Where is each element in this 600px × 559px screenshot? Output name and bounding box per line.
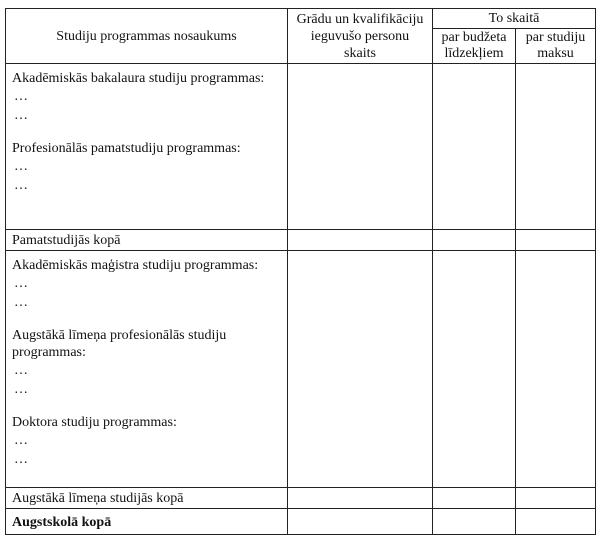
group-title-academic-master: Akadēmiskās maģistra studiju programmas: [12, 258, 259, 273]
program-placeholder: … [14, 433, 28, 448]
budget-cell [433, 488, 516, 509]
program-placeholder: … [14, 382, 28, 397]
program-placeholder: … [14, 89, 28, 104]
fee-cell [516, 230, 596, 251]
header-program-name: Studiju programmas nosaukums [6, 9, 288, 64]
graduates-cell [288, 64, 433, 230]
fee-cell [516, 509, 596, 535]
header-graduates-count: Grādu un kvalifikāciju ieguvušo personu skaits [288, 9, 433, 64]
budget-cell [433, 251, 516, 488]
program-placeholder: … [14, 452, 28, 467]
budget-cell [433, 230, 516, 251]
fee-cell [516, 251, 596, 488]
group-title-doctoral: Doktora studiju programmas: [12, 415, 177, 430]
program-placeholder: … [14, 178, 28, 193]
budget-cell [433, 509, 516, 535]
budget-cell [433, 64, 516, 230]
group-title-higher-professional: Augstākā līmeņa profesionālās studiju programmas: [12, 328, 227, 360]
grand-total-university: Augstskolā kopā [6, 509, 288, 535]
group-title-academic-bachelor: Akadēmiskās bakalaura studiju programmas: [12, 71, 265, 86]
group-title-professional-basic: Profesionālās pamatstudiju programmas: [12, 141, 241, 156]
program-placeholder: … [14, 108, 28, 123]
program-placeholder: … [14, 159, 28, 174]
graduates-cell [288, 230, 433, 251]
header-fee-paying: par studiju maksu [516, 29, 596, 64]
graduates-cell [288, 488, 433, 509]
program-placeholder: … [14, 295, 28, 310]
total-basic-studies: Pamatstudijās kopā [6, 230, 288, 251]
graduates-cell [288, 509, 433, 535]
total-higher-level-studies: Augstākā līmeņa studijās kopā [6, 488, 288, 509]
section-basic-studies-programs [6, 64, 288, 230]
header-budget-funded: par budžeta līdzekļiem [433, 29, 516, 64]
fee-cell [516, 488, 596, 509]
header-of-which: To skaitā [433, 9, 596, 29]
graduates-cell [288, 251, 433, 488]
fee-cell [516, 64, 596, 230]
report-form [5, 8, 595, 535]
section-higher-level-programs [6, 251, 288, 488]
program-placeholder: … [14, 363, 28, 378]
graduates-table [5, 8, 596, 535]
program-placeholder: … [14, 276, 28, 291]
